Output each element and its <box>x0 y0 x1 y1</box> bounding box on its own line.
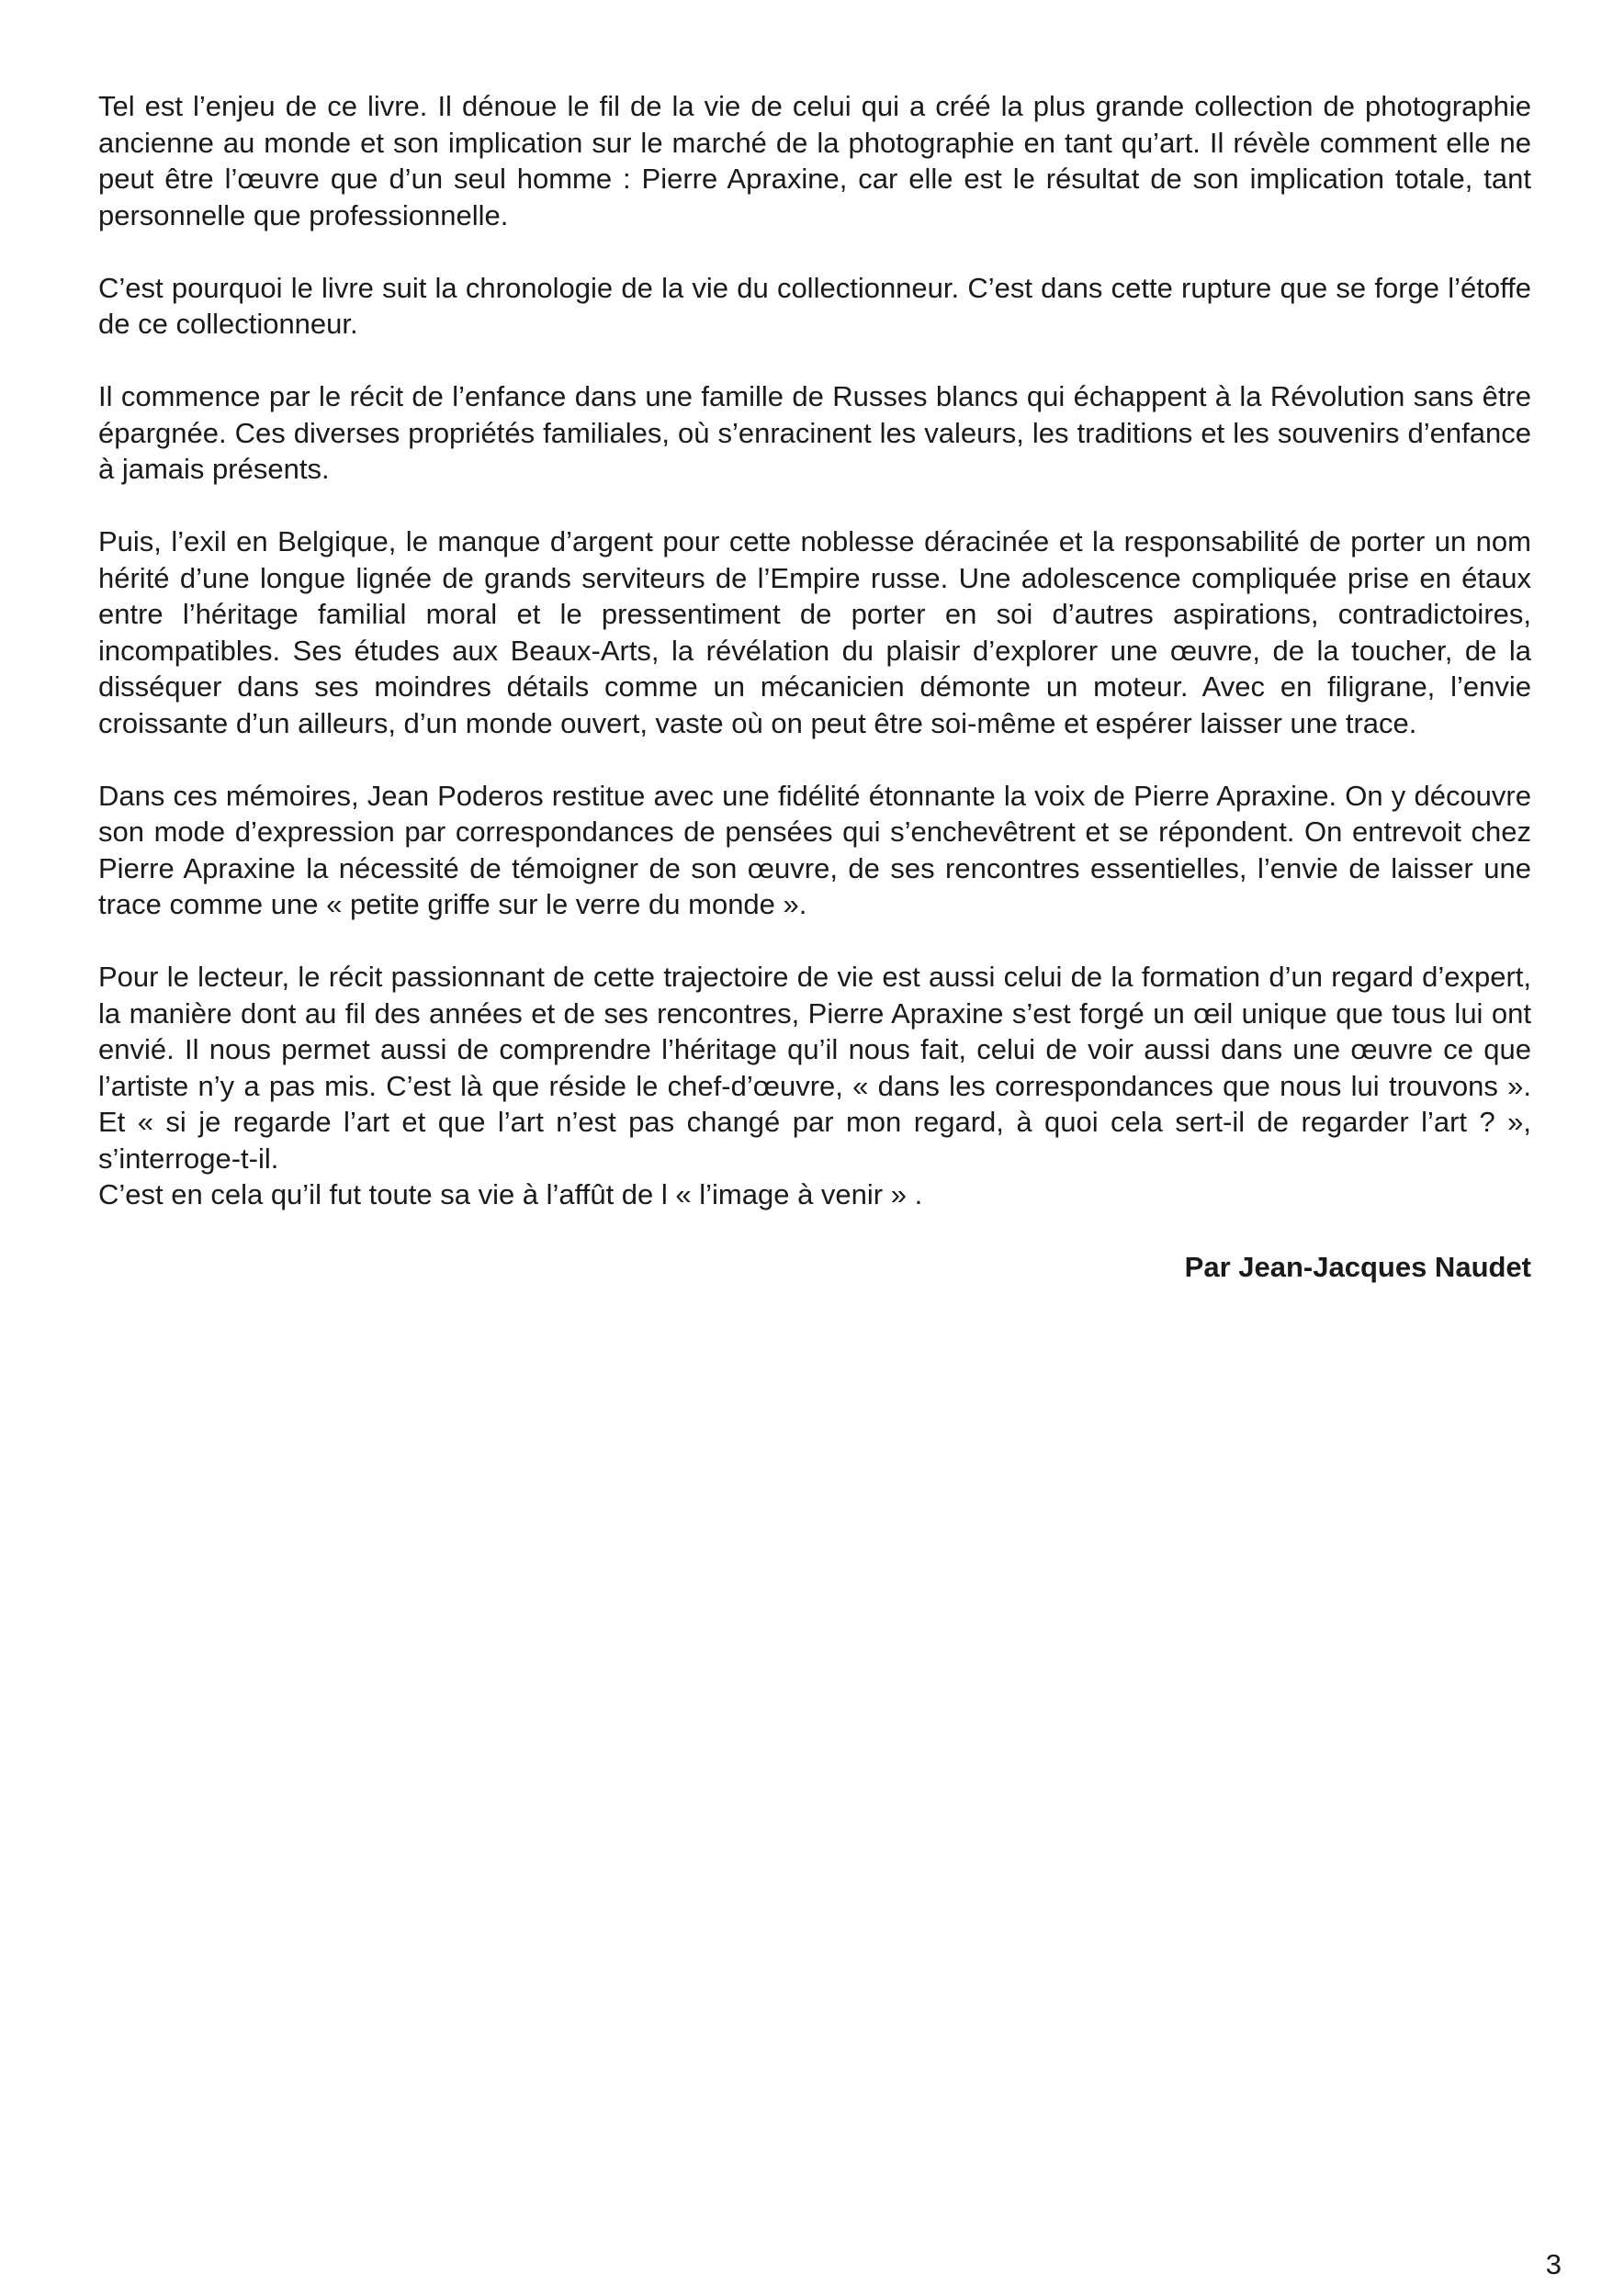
paragraph-1: Tel est l’enjeu de ce livre. Il dénoue le fil de la vie de celui qui a créé la plus grande collection de photographie ancienne au monde et son implication sur le marché de la photographie en tant qu’art. Il révèle comment elle ne peut être l’œuvre que d’un seul homme : Pierre Apraxine, car elle est le résultat de son implication totale, tant personnelle que professionnelle. <box>98 90 1531 231</box>
paragraph-3: Il commence par le récit de l’enfance dans une famille de Russes blancs qui échappent à la Révolution sans être épargnée. Ces diverses propriétés familiales, où s’enracinent les valeurs, les traditions et les souvenirs d’enfance à jamais présents. <box>98 380 1531 485</box>
closing-line: C’est en cela qu’il fut toute sa vie à l’affût de l « l’image à venir » . <box>98 1178 923 1210</box>
paragraph-2: C’est pourquoi le livre suit la chronologie de la vie du collectionneur. C’est dans cette rupture que se forge l’étoffe de ce collectionneur. <box>98 271 1531 340</box>
paragraph-5: Dans ces mémoires, Jean Poderos restitue avec une fidélité étonnante la voix de Pierre Apraxine. On y découvre son mode d’expression par correspondances de pensées qui s’enchevêtrent et se répondent. On entrevoit chez Pierre Apraxine la nécessité de témoigner de son œuvre, de ses rencontres essentielles, l’envie de laisser une trace comme une « petite griffe sur le verre du monde ». <box>98 779 1531 920</box>
paragraph-6: Pour le lecteur, le récit passionnant de cette trajectoire de vie est aussi celui de la formation d’un regard d’expert, la manière dont au fil des années et de ses rencontres, Pierre Apraxine s’est forgé un œil unique que tous lui ont envié. Il nous permet aussi de comprendre l’héritage qu’il nous fait, celui de voir aussi dans une œuvre ce que l’artiste n’y a pas mis. C’est là que réside le chef-d’œuvre, « dans les correspondances que nous lui trouvons ». Et « si je regarde l’art et que l’art n’est pas changé par mon regard, à quoi cela sert-il de regarder l’art ? », s’interroge-t-il. <box>98 961 1531 1175</box>
page-number: 3 <box>1545 2248 1562 2280</box>
author-signature: Par Jean-Jacques Naudet <box>1184 1251 1531 1283</box>
paragraph-4: Puis, l’exil en Belgique, le manque d’argent pour cette noblesse déracinée et la responsabilité de porter un nom hérité d’une longue lignée de grands serviteurs de l’Empire russe. Une adolescence compliquée prise en étaux entre l’héritage familial moral et le pressentiment de porter en soi d’autres aspirations, contradictoires, incompatibles. Ses études aux Beaux-Arts, la révélation du plaisir d’explorer une œuvre, de la toucher, de la disséquer dans ses moindres détails comme un mécanicien démonte un moteur. Avec en filigrane, l’envie croissante d’un ailleurs, d’un monde ouvert, vaste où on peut être soi-même et espérer laisser une trace. <box>98 525 1531 739</box>
article-body <box>98 88 1531 1286</box>
